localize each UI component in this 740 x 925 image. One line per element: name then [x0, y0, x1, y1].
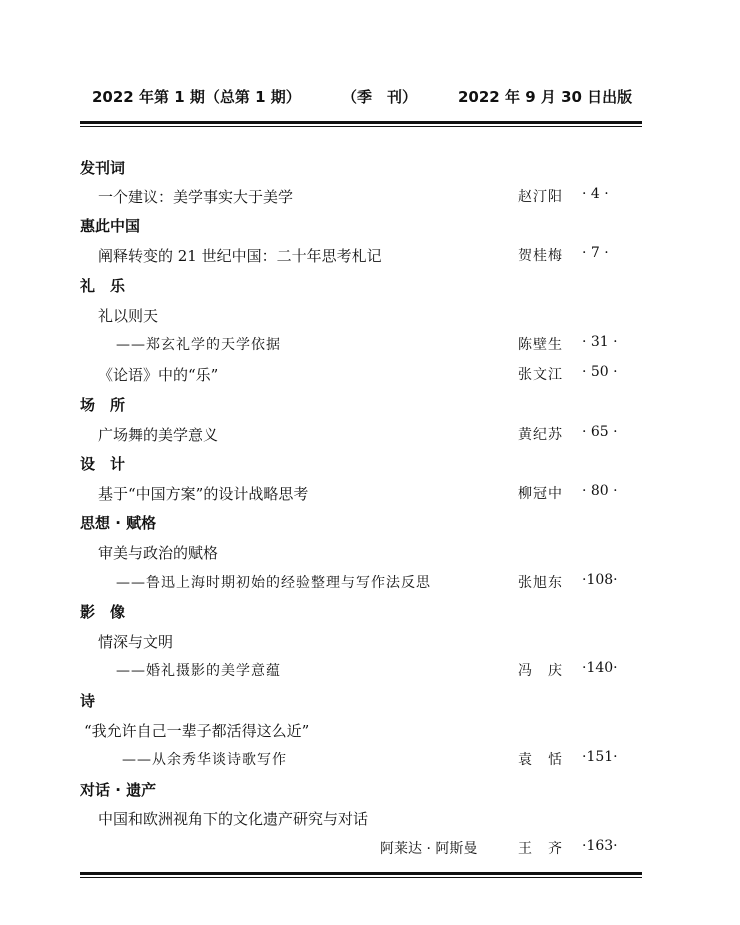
section-heading — [0, 215, 740, 237]
page-number: ·151· — [582, 749, 618, 765]
journal-header — [92, 86, 640, 108]
article-author: 张文江 — [518, 367, 563, 383]
section-name: 影 像 — [80, 603, 126, 621]
page-number: ·140· — [582, 660, 618, 676]
toc-entry-subtitle-line[interactable] — [0, 572, 740, 594]
toc-entry-author-line[interactable] — [0, 838, 740, 860]
publication-frequency: （季 刊） — [342, 88, 418, 106]
article-author: 袁 恬 — [518, 752, 563, 768]
section-heading — [0, 394, 740, 416]
toc-entry[interactable] — [0, 245, 740, 267]
article-author: 赵汀阳 — [518, 189, 563, 205]
article-title: 阐释转变的 21 世纪中国：二十年思考札记 — [98, 247, 382, 265]
article-author: 黄纪苏 — [518, 427, 563, 443]
page-number: · 4 · — [582, 186, 609, 202]
section-heading — [0, 453, 740, 475]
page-number: · 50 · — [582, 364, 618, 380]
article-title: 礼以则天 — [98, 307, 159, 325]
article-author: 张旭东 — [518, 575, 563, 591]
section-name: 场 所 — [80, 396, 126, 414]
article-author: 柳冠中 — [518, 486, 563, 502]
section-heading — [0, 157, 740, 179]
top-double-rule — [80, 121, 642, 124]
section-name: 对话 · 遗产 — [80, 781, 157, 799]
section-name: 惠此中国 — [80, 217, 141, 235]
page-number: ·108· — [582, 572, 618, 588]
page-number: · 7 · — [582, 245, 609, 261]
article-title: 中国和欧洲视角下的文化遗产研究与对话 — [98, 810, 369, 828]
article-title: 《论语》中的“乐” — [98, 366, 219, 384]
toc-entry-title-line[interactable] — [0, 305, 740, 327]
article-coauthor: 阿莱达 · 阿斯曼 — [380, 841, 478, 857]
toc-entry[interactable] — [0, 364, 740, 386]
toc-entry[interactable] — [0, 186, 740, 208]
toc-entry-title-line[interactable] — [0, 720, 740, 742]
toc-entry[interactable] — [0, 483, 740, 505]
article-title: 广场舞的美学意义 — [98, 426, 219, 444]
toc-entry-subtitle-line[interactable] — [0, 660, 740, 682]
article-title: 情深与文明 — [98, 633, 174, 651]
toc-entry[interactable] — [0, 424, 740, 446]
section-name: 诗 — [80, 692, 96, 710]
toc-entry-subtitle-line[interactable] — [0, 749, 740, 771]
toc-entry-title-line[interactable] — [0, 542, 740, 564]
toc-entry-subtitle-line[interactable] — [0, 334, 740, 356]
article-author: 王 齐 — [518, 841, 563, 857]
section-heading — [0, 779, 740, 801]
section-name: 发刊词 — [80, 159, 126, 177]
issue-info: 2022 年第 1 期（总第 1 期） — [92, 88, 301, 106]
page-number: · 80 · — [582, 483, 618, 499]
bottom-double-rule — [80, 872, 642, 875]
section-name: 思想 · 赋格 — [80, 514, 157, 532]
article-title: 基于“中国方案”的设计战略思考 — [98, 485, 309, 503]
article-title: 审美与政治的赋格 — [98, 544, 219, 562]
article-subtitle: ——从余秀华谈诗歌写作 — [122, 752, 287, 768]
section-heading — [0, 275, 740, 297]
page-number: · 31 · — [582, 334, 618, 350]
toc-entry-title-line[interactable] — [0, 631, 740, 653]
article-subtitle: ——鲁迅上海时期初始的经验整理与写作法反思 — [116, 575, 431, 591]
toc-entry-title-line[interactable] — [0, 808, 740, 830]
section-name: 礼 乐 — [80, 277, 126, 295]
section-name: 设 计 — [80, 455, 126, 473]
page-number: ·163· — [582, 838, 618, 854]
article-title: “我允许自己一辈子都活得这么近” — [84, 722, 310, 740]
article-author: 冯 庆 — [518, 663, 563, 679]
publication-date: 2022 年 9 月 30 日出版 — [458, 88, 633, 106]
section-heading — [0, 512, 740, 534]
article-subtitle: ——郑玄礼学的天学依据 — [116, 337, 281, 353]
section-heading — [0, 601, 740, 623]
page-number: · 65 · — [582, 424, 618, 440]
article-author: 陈壁生 — [518, 337, 563, 353]
article-title: 一个建议：美学事实大于美学 — [98, 188, 294, 206]
article-subtitle: ——婚礼摄影的美学意蕴 — [116, 663, 281, 679]
article-author: 贺桂梅 — [518, 248, 563, 264]
section-heading — [0, 690, 740, 712]
